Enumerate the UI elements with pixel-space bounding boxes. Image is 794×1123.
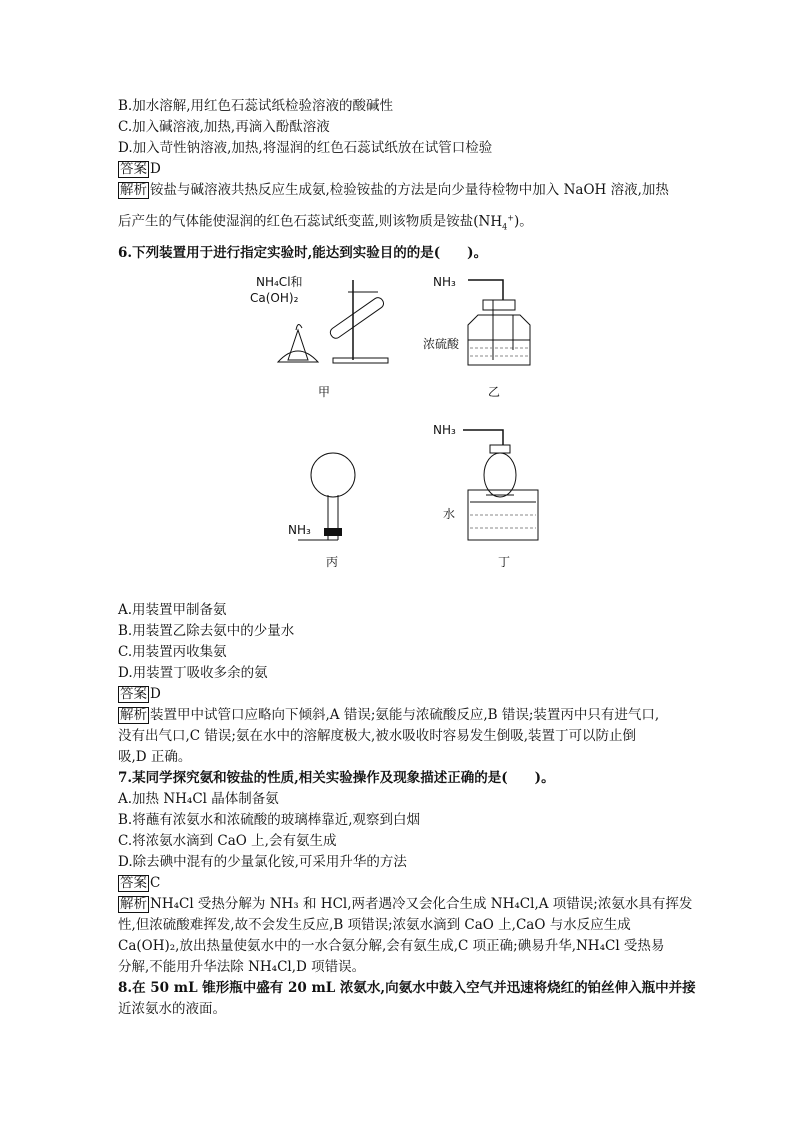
q6-figures — [118, 270, 678, 600]
explain-tag: 解析 — [120, 707, 147, 724]
bing-caption: 丙 — [326, 555, 339, 570]
q6-option-d: D.用装置丁吸收多余的氨 — [118, 665, 268, 682]
apparatus-ding — [433, 420, 578, 570]
q5-option-d: D.加入苛性钠溶液,加热,将湿润的红色石蕊试纸放在试管口检验 — [118, 140, 493, 156]
q6-answer — [118, 684, 678, 705]
q5-option-c: C.加入碱溶液,加热,再滴入酚酞溶液 — [118, 119, 330, 135]
answer-value: C — [150, 875, 161, 892]
q5-explain-2: 后产生的气体能使湿润的红色石蕊试纸变蓝,则该物质是铵盐$(NH_4^+)$。 — [118, 213, 533, 232]
q8-stem-2: 近浓氨水的液面。 — [118, 1001, 226, 1018]
apparatus-ding-diagram — [438, 420, 578, 560]
q6-explain-3: 吸,D 正确。 — [118, 749, 192, 766]
explain-tag: 解析 — [120, 896, 147, 913]
explain-tag: 解析 — [120, 182, 147, 198]
q7-explain-4: 分解,不能用升华法除 NH₄Cl,D 项错误。 — [118, 959, 366, 976]
q6-option-b: B.用装置乙除去氨中的少量水 — [118, 623, 295, 640]
q7-option-c: C.将浓氨水滴到 CaO 上,会有氨生成 — [118, 833, 337, 850]
jia-reagent-label-2: Ca(OH)₂ — [250, 291, 299, 306]
apparatus-bing-diagram — [288, 440, 388, 560]
answer-value: D — [150, 161, 161, 177]
q6-option-a: A.用装置甲制备氨 — [118, 602, 227, 619]
q6-stem: 6.下列装置用于进行指定实验时,能达到实验目的的是( )。 — [118, 245, 488, 262]
q5-option-b: B.加水溶解,用红色石蕊试纸检验溶液的酸碱性 — [118, 98, 394, 114]
page-content — [118, 96, 696, 1020]
apparatus-yi — [423, 270, 558, 400]
q7-explain-3: Ca(OH)₂,放出热量使氨水中的一水合氨分解,会有氨生成,C 项正确;碘易升华,NH₄Cl 受热易 — [118, 938, 665, 955]
bing-gas-label: NH₃ — [288, 523, 311, 538]
q7-option-d: D.除去碘中混有的少量氯化铵,可采用升华的方法 — [118, 854, 407, 871]
q7-explain-2: 性,但浓硫酸难挥发,故不会发生反应,B 项错误;浓氨水滴到 CaO 上,CaO 与水反应生成 — [118, 917, 631, 934]
q7-explain-1: 解析 NH₄Cl 受热分解为 NH₃ 和 HCl,两者遇冷又会化合生成 NH₄Cl,A 项错误;浓氨水具有挥发 — [120, 896, 693, 913]
jia-caption: 甲 — [318, 385, 331, 400]
apparatus-bing — [288, 440, 388, 570]
yi-acid-label: 浓硫酸 — [423, 337, 460, 352]
q7-option-a: A.加热 NH₄Cl 晶体制备氨 — [118, 791, 279, 808]
ding-gas-label: NH₃ — [433, 423, 456, 438]
answer-tag: 答案 — [120, 686, 147, 703]
apparatus-jia — [250, 270, 398, 400]
q8-stem-1: 8.在 50 mL 锥形瓶中盛有 20 mL 浓氨水,向氨水中鼓入空气并迅速将烧红的铂丝伸入瓶中并接 — [118, 980, 696, 997]
ammonium-formula: $H_4^+$ — [490, 213, 514, 232]
answer-tag: 答案 — [120, 875, 147, 892]
q7-option-b: B.将蘸有浓氨水和浓硫酸的玻璃棒靠近,观察到白烟 — [118, 812, 421, 829]
yi-gas-label: NH₃ — [433, 275, 456, 290]
q5-answer — [118, 159, 678, 180]
q6-option-c: C.用装置丙收集氨 — [118, 644, 227, 661]
q7-answer — [118, 873, 678, 894]
q5-explain-1: 解析 铵盐与碱溶液共热反应生成氨,检验铵盐的方法是向少量待检物中加入 NaOH 溶液,加热 — [120, 182, 669, 198]
yi-caption: 乙 — [488, 385, 501, 400]
ding-water-label: 水 — [443, 507, 456, 522]
jia-reagent-label: NH₄Cl和 — [256, 275, 303, 290]
ding-caption: 丁 — [498, 555, 511, 570]
answer-value: D — [150, 686, 161, 703]
answer-tag: 答案 — [120, 161, 147, 177]
q6-explain-2: 没有出气口,C 错误;氨在水中的溶解度极大,被水吸收时容易发生倒吸,装置丁可以防止倒 — [118, 728, 637, 745]
q7-stem: 7.某同学探究氨和铵盐的性质,相关实验操作及现象描述正确的是( )。 — [118, 770, 555, 787]
q6-explain-1: 解析 装置甲中试管口应略向下倾斜,A 错误;氨能与浓硫酸反应,B 错误;装置丙中只有进气口, — [120, 707, 660, 724]
